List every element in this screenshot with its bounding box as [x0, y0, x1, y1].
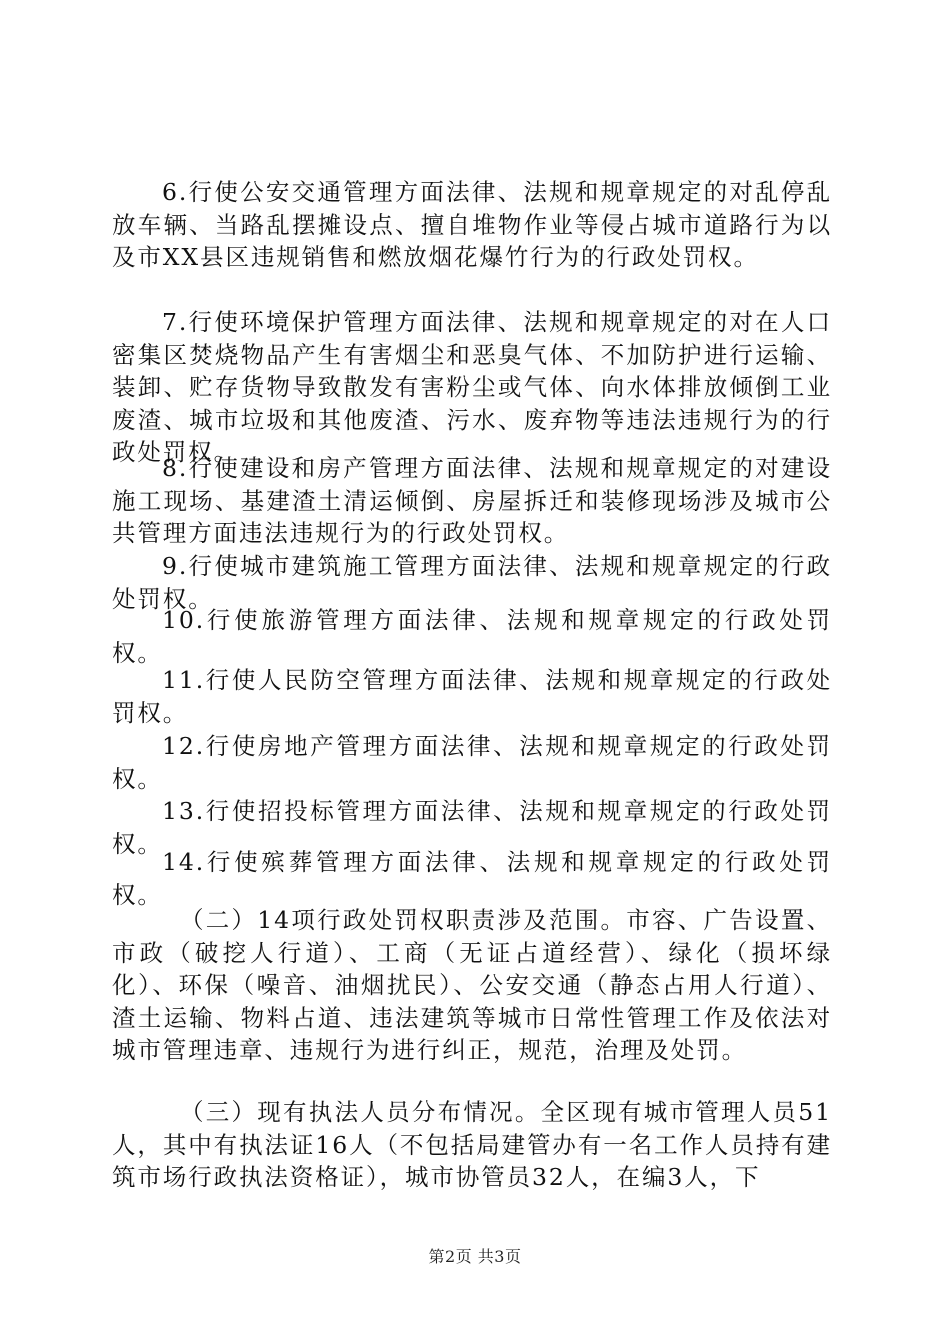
paragraph-item-14: 14.行使殡葬管理方面法律、法规和规章规定的行政处罚权。	[112, 848, 832, 909]
paragraph-item-12: 12.行使房地产管理方面法律、法规和规章规定的行政处罚权。	[112, 732, 832, 793]
paragraph-staff: （三）现有执法人员分布情况。全区现有城市管理人员51人，其中有执法证16人（不包括局建管办有一名工作人员持有建筑市场行政执法资格证），城市协管员32人，在编3人，下	[112, 1098, 832, 1192]
paragraph-item-8: 8.行使建设和房产管理方面法律、法规和规章规定的对建设施工现场、基建渣土清运倾倒、房屋拆迁和装修现场涉及城市公共管理方面违法违规行为的行政处罚权。	[112, 454, 832, 548]
paragraph-item-6: 6.行使公安交通管理方面法律、法规和规章规定的对乱停乱放车辆、当路乱摆摊设点、擅自堆物作业等侵占城市道路行为以及市XX县区违规销售和燃放烟花爆竹行为的行政处罚权。	[112, 178, 832, 272]
paragraph-scope: （二）14项行政处罚权职责涉及范围。市容、广告设置、市政（破挖人行道）、工商（无证占道经营）、绿化（损坏绿化）、环保（噪音、油烟扰民）、公安交通（静态占用人行道）、渣土运输、物料占道、违法建筑等城市日常性管理工作及依法对城市管理违章、违规行为进行纠正，规范，治理及处罚。	[112, 906, 832, 1065]
page-footer: 第2页 共3页	[428, 1247, 522, 1266]
paragraph-item-13: 13.行使招投标管理方面法律、法规和规章规定的行政处罚权。	[112, 797, 832, 858]
paragraph-item-11: 11.行使人民防空管理方面法律、法规和规章规定的行政处罚权。	[112, 666, 832, 727]
paragraph-item-7: 7.行使环境保护管理方面法律、法规和规章规定的对在人口密集区焚烧物品产生有害烟尘和恶臭气体、不加防护进行运输、装卸、贮存货物导致散发有害粉尘或气体、向水体排放倾倒工业废渣、城市垃圾和其他废渣、污水、废弃物等违法违规行为的行政处罚权。	[112, 308, 832, 467]
paragraph-item-10: 10.行使旅游管理方面法律、法规和规章规定的行政处罚权。	[112, 606, 832, 667]
paragraph-item-9: 9.行使城市建筑施工管理方面法律、法规和规章规定的行政处罚权。	[112, 552, 832, 613]
